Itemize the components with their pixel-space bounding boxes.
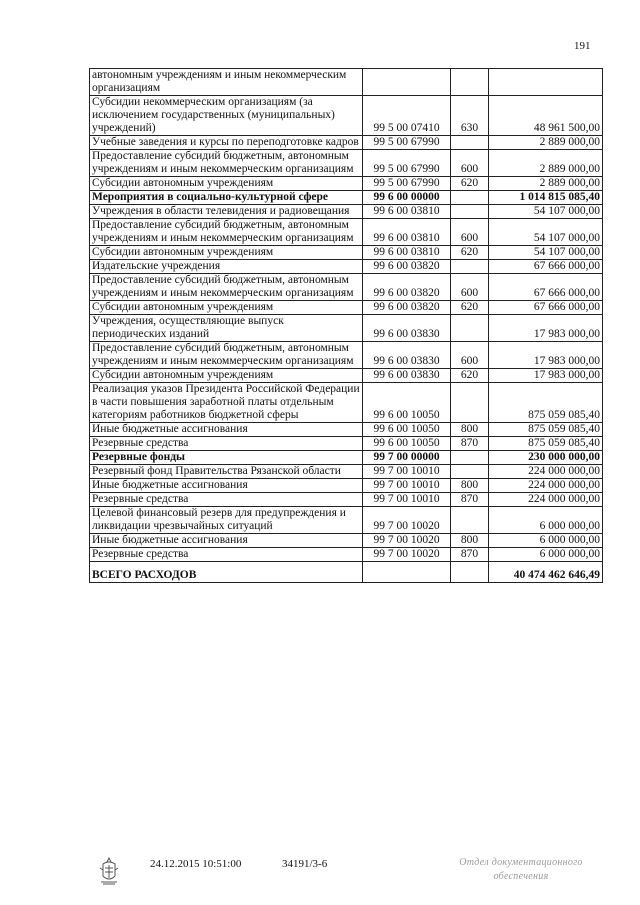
row-expense-type xyxy=(451,383,489,423)
row-code: 99 7 00 10010 xyxy=(363,465,451,479)
row-code: 99 6 00 03810 xyxy=(363,246,451,260)
row-expense-type xyxy=(451,260,489,274)
row-expense-type: 630 xyxy=(451,96,489,136)
row-name: Субсидии автономным учреждениям xyxy=(90,177,363,191)
row-expense-type: 800 xyxy=(451,479,489,493)
table-row xyxy=(90,191,603,205)
row-name: Предоставление субсидий бюджетным, автономным учреждениям и иным некоммерческим организациям xyxy=(90,150,363,177)
row-expense-type: 600 xyxy=(451,150,489,177)
table-row xyxy=(90,274,603,301)
footer-doc-id: 34191/3-6 xyxy=(282,858,328,870)
table-row xyxy=(90,177,603,191)
row-code: 99 6 00 10050 xyxy=(363,423,451,437)
row-code: 99 5 00 67990 xyxy=(363,136,451,150)
row-name: автономным учреждениям и иным некоммерческим организациям xyxy=(90,69,363,96)
row-name: Издательские учреждения xyxy=(90,260,363,274)
row-code: 99 6 00 03830 xyxy=(363,315,451,342)
row-name: Учреждения в области телевидения и радиовещания xyxy=(90,205,363,219)
row-name: Реализация указов Президента Российской Федерации в части повышения заработной платы отдельным категориям работников бюджетной сферы xyxy=(90,383,363,423)
table-row xyxy=(90,315,603,342)
row-expense-type: 620 xyxy=(451,301,489,315)
row-name: Иные бюджетные ассигнования xyxy=(90,423,363,437)
table-row xyxy=(90,383,603,423)
row-amount xyxy=(489,69,603,96)
row-name: Предоставление субсидий бюджетным, автономным учреждениям и иным некоммерческим организациям xyxy=(90,342,363,369)
row-name: Резервные средства xyxy=(90,493,363,507)
row-name: Целевой финансовый резерв для предупреждения и ликвидации чрезвычайных ситуаций xyxy=(90,507,363,534)
row-amount: 67 666 000,00 xyxy=(489,301,603,315)
total-amount: 40 474 462 646,49 xyxy=(489,562,603,583)
row-name: Учебные заведения и курсы по переподготовке кадров xyxy=(90,136,363,150)
row-amount: 875 059 085,40 xyxy=(489,437,603,451)
row-code: 99 6 00 03810 xyxy=(363,205,451,219)
row-amount: 6 000 000,00 xyxy=(489,534,603,548)
row-expense-type xyxy=(451,136,489,150)
row-expense-type xyxy=(451,465,489,479)
row-amount: 875 059 085,40 xyxy=(489,423,603,437)
row-expense-type: 870 xyxy=(451,548,489,562)
row-name: Предоставление субсидий бюджетным, автономным учреждениям и иным некоммерческим организациям xyxy=(90,274,363,301)
row-amount: 17 983 000,00 xyxy=(489,315,603,342)
row-amount: 224 000 000,00 xyxy=(489,479,603,493)
row-name: Резервные средства xyxy=(90,437,363,451)
row-name: Иные бюджетные ассигнования xyxy=(90,534,363,548)
row-name: Учреждения, осуществляющие выпуск периодических изданий xyxy=(90,315,363,342)
row-expense-type: 600 xyxy=(451,219,489,246)
row-code: 99 6 00 10050 xyxy=(363,437,451,451)
row-name: Предоставление субсидий бюджетным, автономным учреждениям и иным некоммерческим организациям xyxy=(90,219,363,246)
table-row xyxy=(90,96,603,136)
row-expense-type: 870 xyxy=(451,437,489,451)
table-row xyxy=(90,342,603,369)
row-name: Субсидии некоммерческим организациям (за исключением государственных (муниципальных) учреждений) xyxy=(90,96,363,136)
row-name: Субсидии автономным учреждениям xyxy=(90,301,363,315)
table-row xyxy=(90,465,603,479)
table-row xyxy=(90,437,603,451)
row-amount: 2 889 000,00 xyxy=(489,177,603,191)
row-code: 99 5 00 67990 xyxy=(363,150,451,177)
row-expense-type xyxy=(451,191,489,205)
row-code: 99 7 00 10020 xyxy=(363,534,451,548)
row-expense-type: 870 xyxy=(451,493,489,507)
row-code: 99 7 00 00000 xyxy=(363,451,451,465)
row-expense-type: 800 xyxy=(451,423,489,437)
row-amount: 67 666 000,00 xyxy=(489,260,603,274)
footer-datetime: 24.12.2015 10:51:00 xyxy=(150,858,242,870)
row-amount: 54 107 000,00 xyxy=(489,219,603,246)
row-code: 99 6 00 03830 xyxy=(363,342,451,369)
table-row xyxy=(90,260,603,274)
row-code: 99 6 00 03820 xyxy=(363,301,451,315)
row-expense-type: 600 xyxy=(451,274,489,301)
table-row xyxy=(90,534,603,548)
row-expense-type: 800 xyxy=(451,534,489,548)
table-row xyxy=(90,69,603,96)
page-number: 191 xyxy=(574,40,591,52)
table-row xyxy=(90,423,603,437)
row-expense-type xyxy=(451,205,489,219)
row-amount: 54 107 000,00 xyxy=(489,246,603,260)
table-row xyxy=(90,493,603,507)
row-amount: 2 889 000,00 xyxy=(489,136,603,150)
row-name: Резервные фонды xyxy=(90,451,363,465)
row-name: Резервные средства xyxy=(90,548,363,562)
total-row xyxy=(90,562,603,583)
row-amount: 2 889 000,00 xyxy=(489,150,603,177)
row-name: Мероприятия в социально-культурной сфере xyxy=(90,191,363,205)
table-row xyxy=(90,451,603,465)
row-code: 99 7 00 10010 xyxy=(363,493,451,507)
row-expense-type: 620 xyxy=(451,369,489,383)
row-code: 99 7 00 10010 xyxy=(363,479,451,493)
budget-table xyxy=(89,68,603,583)
row-amount: 17 983 000,00 xyxy=(489,369,603,383)
table-row xyxy=(90,369,603,383)
row-amount: 224 000 000,00 xyxy=(489,493,603,507)
row-code: 99 6 00 03820 xyxy=(363,260,451,274)
row-code: 99 7 00 10020 xyxy=(363,548,451,562)
row-expense-type: 600 xyxy=(451,342,489,369)
department-stamp: Отдел документационного обеспечения xyxy=(459,857,583,882)
table-row xyxy=(90,246,603,260)
row-amount: 17 983 000,00 xyxy=(489,342,603,369)
row-code: 99 6 00 03830 xyxy=(363,369,451,383)
row-expense-type xyxy=(451,507,489,534)
row-amount: 224 000 000,00 xyxy=(489,465,603,479)
row-amount: 6 000 000,00 xyxy=(489,507,603,534)
row-code xyxy=(363,69,451,96)
row-expense-type xyxy=(451,451,489,465)
row-name: Субсидии автономным учреждениям xyxy=(90,369,363,383)
row-amount: 230 000 000,00 xyxy=(489,451,603,465)
table-row xyxy=(90,479,603,493)
total-label: ВСЕГО РАСХОДОВ xyxy=(90,562,363,583)
table-row xyxy=(90,150,603,177)
row-expense-type: 620 xyxy=(451,177,489,191)
row-code: 99 5 00 67990 xyxy=(363,177,451,191)
row-amount: 6 000 000,00 xyxy=(489,548,603,562)
row-code: 99 6 00 03820 xyxy=(363,274,451,301)
emblem-icon xyxy=(96,856,122,886)
row-amount: 48 961 500,00 xyxy=(489,96,603,136)
row-code: 99 7 00 10020 xyxy=(363,507,451,534)
table-row xyxy=(90,219,603,246)
row-name: Иные бюджетные ассигнования xyxy=(90,479,363,493)
row-amount: 67 666 000,00 xyxy=(489,274,603,301)
table-row xyxy=(90,136,603,150)
row-code: 99 5 00 07410 xyxy=(363,96,451,136)
row-name: Резервный фонд Правительства Рязанской области xyxy=(90,465,363,479)
row-expense-type xyxy=(451,315,489,342)
row-code: 99 6 00 03810 xyxy=(363,219,451,246)
row-code: 99 6 00 10050 xyxy=(363,383,451,423)
table-row xyxy=(90,507,603,534)
row-expense-type: 620 xyxy=(451,246,489,260)
row-amount: 1 014 815 085,40 xyxy=(489,191,603,205)
table-row xyxy=(90,301,603,315)
table-row xyxy=(90,548,603,562)
row-name: Субсидии автономным учреждениям xyxy=(90,246,363,260)
row-expense-type xyxy=(451,69,489,96)
row-amount: 875 059 085,40 xyxy=(489,383,603,423)
row-amount: 54 107 000,00 xyxy=(489,205,603,219)
row-code: 99 6 00 00000 xyxy=(363,191,451,205)
table-row xyxy=(90,205,603,219)
